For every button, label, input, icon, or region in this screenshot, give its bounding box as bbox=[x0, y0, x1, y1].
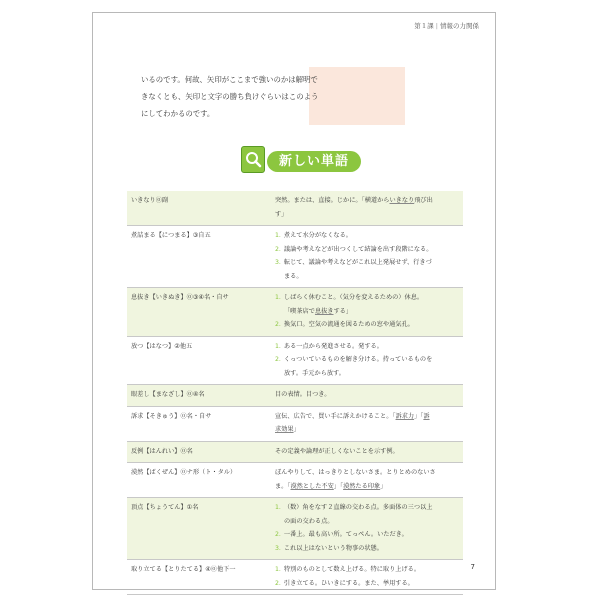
example-phrase: 漠然とした不安 bbox=[290, 482, 334, 490]
definition-number: 2. bbox=[275, 321, 281, 328]
definition-line bbox=[275, 577, 459, 591]
definition-number: 1. bbox=[275, 342, 281, 350]
vocab-row bbox=[127, 441, 463, 463]
definition-number: 3. bbox=[275, 259, 281, 266]
definition-text: 引き立てる。ひいきにする。また、挙用する。 bbox=[283, 579, 414, 587]
vocab-definition bbox=[271, 288, 463, 337]
vocab-definition bbox=[271, 191, 463, 226]
definition-text: 」 bbox=[380, 482, 387, 490]
intro-line: きなくとも、矢印と文字の勝ち負けぐらいはこのよう bbox=[141, 92, 319, 101]
definition-number: 2. bbox=[275, 245, 281, 253]
definition-number: 2. bbox=[275, 531, 281, 538]
definition-text: ま。「 bbox=[275, 482, 291, 490]
definition-text: 転じて、議論や考えなどがこれ以上発展せず、行きづ bbox=[283, 259, 432, 266]
definition-line bbox=[275, 423, 459, 437]
definition-line bbox=[275, 208, 459, 222]
vocab-headword: 息抜き【いきぬき】⓪③④名・自サ bbox=[131, 294, 229, 301]
vocab-row bbox=[127, 406, 463, 441]
definition-line bbox=[275, 388, 459, 402]
vocab-row bbox=[127, 336, 463, 385]
example-phrase: 漠然たる印象 bbox=[343, 482, 381, 490]
definition-line bbox=[275, 194, 459, 208]
definition-text: 煮えて水分がなくなる。 bbox=[283, 232, 352, 239]
definition-text: その定義や論理が正しくないことを示す例。 bbox=[275, 447, 399, 455]
definition-line bbox=[275, 340, 459, 354]
definition-line bbox=[275, 445, 459, 459]
vocab-headword: 眼差し【まなざし】⓪④名 bbox=[131, 391, 205, 398]
vocab-definition bbox=[271, 226, 463, 288]
definition-text: 」 bbox=[293, 426, 300, 433]
definition-text: 飛び出 bbox=[414, 197, 433, 204]
definition-text: ぼんやりして、はっきりとしないさま。とりとめのないさ bbox=[275, 469, 436, 476]
definition-number: 1. bbox=[275, 504, 281, 511]
definition-text: 放す。手元から放す。 bbox=[284, 369, 345, 377]
definition-text: くっついているものを解き分ける。持っているものを bbox=[283, 356, 433, 363]
section-title-badge bbox=[241, 146, 361, 176]
example-phrase: 訴 bbox=[423, 412, 430, 420]
definition-text: 「喫茶店で bbox=[284, 307, 315, 315]
definition-line bbox=[275, 410, 459, 424]
definition-text: 」「 bbox=[414, 412, 424, 420]
magnifier-icon bbox=[241, 146, 265, 173]
vocab-row bbox=[127, 498, 463, 560]
running-head-separator: | bbox=[435, 22, 438, 30]
definition-line bbox=[275, 305, 459, 319]
definition-line bbox=[275, 318, 459, 332]
example-phrase: いきなり bbox=[389, 197, 415, 204]
definition-text: 宣伝、広告で、買い手に訴えかけること。「 bbox=[275, 412, 396, 420]
example-phrase: 息抜き bbox=[314, 307, 334, 315]
vocab-definition bbox=[271, 463, 463, 498]
section-title: 新しい単語 bbox=[267, 151, 361, 172]
vocab-row bbox=[127, 288, 463, 337]
definition-text: これ以上はないという物事の状態。 bbox=[283, 544, 383, 552]
definition-line bbox=[275, 515, 459, 529]
definition-text: 特別のものとして数え上げる。特に取り上げる。 bbox=[283, 566, 421, 573]
definition-line bbox=[275, 353, 459, 367]
page-number: 7 bbox=[470, 563, 475, 571]
vocab-headword: 反例【はんれい】⓪名 bbox=[131, 447, 193, 455]
definition-text: ある一点から発進させる。発する。 bbox=[283, 342, 383, 350]
vocab-row bbox=[127, 191, 463, 226]
definition-line bbox=[275, 270, 459, 284]
definition-text: （数）角をなす２直線の交わる点。多面体の三つ以上 bbox=[283, 504, 433, 511]
vocab-definition bbox=[271, 385, 463, 407]
vocab-definition bbox=[271, 560, 463, 595]
vocab-row bbox=[127, 463, 463, 498]
definition-line bbox=[275, 480, 459, 494]
definition-text: の面の交わる点。 bbox=[284, 517, 334, 525]
vocab-headword: いきなり⓪副 bbox=[131, 197, 169, 204]
vocab-headword: 煮詰まる【につまる】③自五 bbox=[131, 232, 211, 239]
running-head bbox=[414, 21, 479, 30]
example-phrase: 求効果 bbox=[275, 426, 294, 433]
definition-number: 1. bbox=[275, 566, 281, 573]
vocabulary-table bbox=[127, 191, 463, 595]
textbook-page bbox=[92, 12, 496, 590]
definition-line bbox=[275, 528, 459, 542]
chapter-label: 第１課 bbox=[414, 22, 434, 30]
vocab-headword: 頂点【ちょうてん】①名 bbox=[131, 504, 199, 511]
definition-line bbox=[275, 542, 459, 556]
definition-number: 2. bbox=[275, 356, 281, 363]
definition-line bbox=[275, 291, 459, 305]
definition-number: 2. bbox=[275, 579, 281, 587]
definition-number: 1. bbox=[275, 294, 281, 301]
definition-line bbox=[275, 229, 459, 243]
definition-number: 1. bbox=[275, 232, 281, 239]
definition-line bbox=[275, 367, 459, 381]
definition-text: 一番上。最も高い所。てっぺん。いただき。 bbox=[283, 531, 408, 538]
vocab-row bbox=[127, 226, 463, 288]
vocab-definition bbox=[271, 498, 463, 560]
definition-line bbox=[275, 501, 459, 515]
vocab-row bbox=[127, 385, 463, 407]
vocab-headword: 訴求【そきゅう】⓪名・自サ bbox=[131, 412, 212, 420]
intro-line: にしてわかるのです。 bbox=[141, 109, 215, 118]
definition-line bbox=[275, 243, 459, 257]
definition-line bbox=[275, 256, 459, 270]
definition-text: 突然。または、直接。じかに。「横道から bbox=[275, 197, 390, 204]
definition-line bbox=[275, 466, 459, 480]
vocab-definition bbox=[271, 336, 463, 385]
vocab-headword: 取り立てる【とりたてる】④⓪他下一 bbox=[131, 566, 236, 573]
definition-text: 換気口。空気の流通を図るための窓や通気孔。 bbox=[283, 321, 414, 328]
vocab-headword: 放つ【はなつ】②他五 bbox=[131, 342, 193, 350]
definition-text: する」 bbox=[333, 307, 353, 315]
chapter-title: 情報の力関係 bbox=[440, 22, 479, 30]
vocab-headword: 漠然【ばくぜん】⓪ナ形（ト・タル） bbox=[131, 469, 237, 476]
definition-line bbox=[275, 563, 459, 577]
definition-text: 議論や考えなどが出つくして結論を出す段階になる。 bbox=[283, 245, 433, 253]
definition-text: しばらく休むこと。（気分を変えるための）休息。 bbox=[283, 294, 424, 301]
definition-text: す」 bbox=[275, 210, 288, 218]
definition-text: まる。 bbox=[284, 272, 303, 280]
definition-text: 」「 bbox=[333, 482, 344, 490]
vocab-definition bbox=[271, 406, 463, 441]
intro-line: いるのです。何故、矢印がここまで強いのかは解明で bbox=[141, 75, 318, 84]
definition-text: 目の表情。目つき。 bbox=[275, 391, 331, 398]
example-phrase: 訴求力 bbox=[395, 412, 415, 420]
intro-paragraph bbox=[141, 71, 377, 122]
vocab-row bbox=[127, 560, 463, 595]
definition-number: 3. bbox=[275, 544, 281, 552]
vocab-definition bbox=[271, 441, 463, 463]
